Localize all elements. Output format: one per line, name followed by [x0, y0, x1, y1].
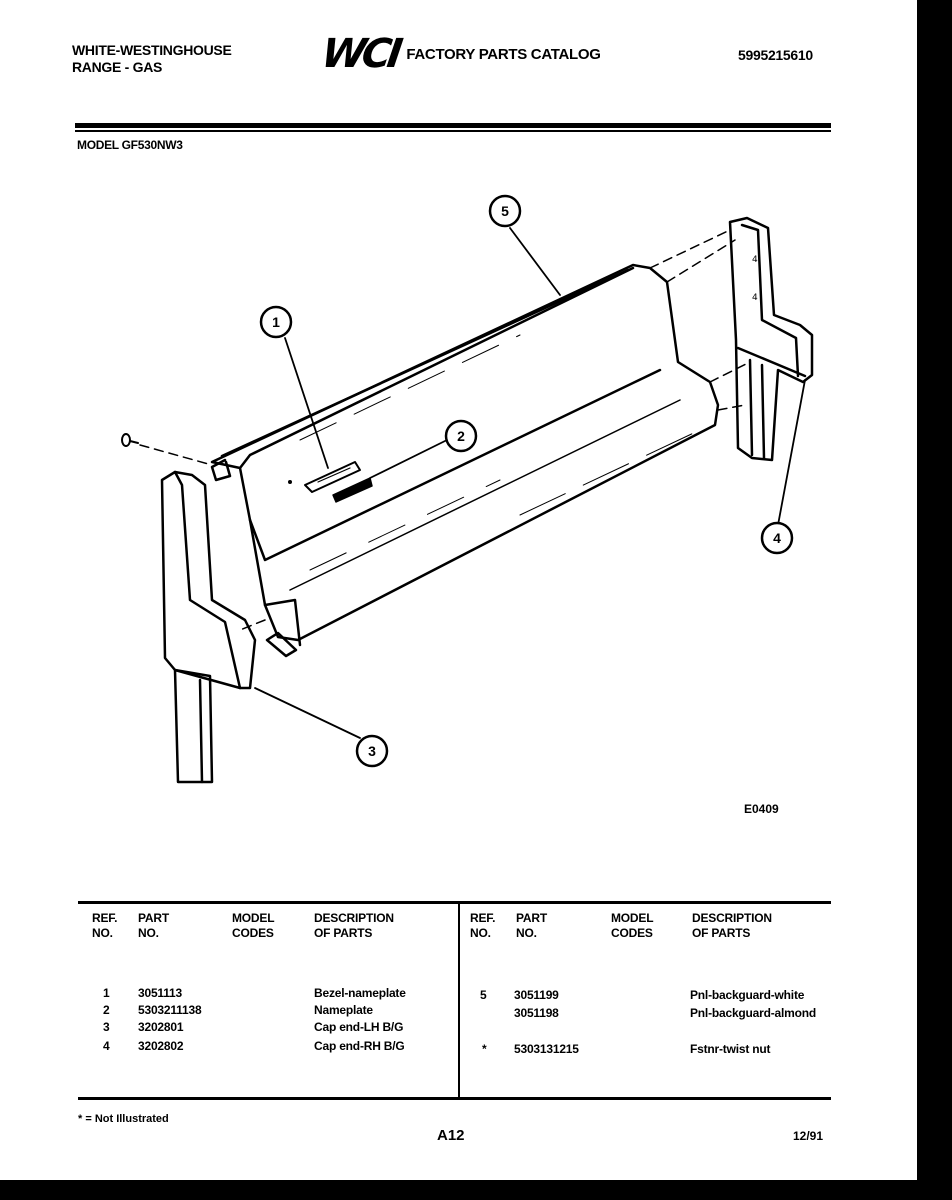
catalog-number: 5995215610 — [738, 47, 813, 63]
part-description: Cap end-RH B/G — [314, 1039, 405, 1053]
table-top-rule — [78, 901, 831, 904]
header-description-right: DESCRIPTION OF PARTS — [692, 911, 772, 940]
part-no: 3051198 — [514, 1006, 559, 1020]
callout-4 — [762, 523, 792, 553]
ref-no: 2 — [103, 1003, 110, 1017]
callout-1 — [261, 307, 291, 337]
header-model-codes: MODEL CODES — [232, 911, 275, 940]
wci-logo: WCI — [318, 31, 402, 77]
part-description: Pnl-backguard-white — [690, 988, 805, 1002]
callouts — [261, 196, 792, 766]
callout-2-label: 2 — [457, 428, 465, 444]
header-part-no: PART NO. — [138, 911, 169, 940]
model-number: MODEL GF530NW3 — [77, 138, 183, 152]
header-model-codes-right: MODEL CODES — [611, 911, 654, 940]
bezel-nameplate — [305, 462, 372, 502]
callout-2 — [446, 421, 476, 451]
end-cap-right — [730, 218, 812, 460]
ref-no: 4 — [103, 1039, 110, 1053]
header-part-no-right: PART NO. — [516, 911, 547, 940]
brand-name: WHITE-WESTINGHOUSE — [72, 42, 232, 58]
header-description: DESCRIPTION OF PARTS — [314, 911, 394, 940]
catalog-title: FACTORY PARTS CATALOG — [406, 45, 601, 63]
ref-no: * — [482, 1042, 487, 1056]
part-no: 5303131215 — [514, 1042, 579, 1056]
part-description: Nameplate — [314, 1003, 373, 1017]
leader-lines — [255, 228, 805, 738]
part-no: 3202801 — [138, 1020, 184, 1034]
svg-text:4: 4 — [752, 255, 758, 265]
footnote: * = Not Illustrated — [78, 1113, 169, 1125]
callout-4-label: 4 — [773, 530, 781, 546]
ref-no: 3 — [103, 1020, 110, 1034]
part-no: 3051199 — [514, 988, 559, 1002]
callout-3 — [357, 736, 387, 766]
revision-date: 12/91 — [793, 1129, 824, 1143]
table-bottom-rule — [78, 1097, 831, 1100]
ref-no: 5 — [480, 988, 487, 1002]
part-no: 3051113 — [138, 986, 182, 1000]
twist-nut — [122, 434, 292, 484]
part-description: Bezel-nameplate — [314, 986, 406, 1000]
product-type: RANGE - GAS — [72, 59, 163, 75]
page-number: A12 — [437, 1127, 465, 1144]
assembly-lines — [140, 230, 750, 630]
part-no: 3202802 — [138, 1039, 184, 1053]
callout-5-label: 5 — [501, 203, 509, 219]
figure-code: E0409 — [744, 802, 779, 816]
callout-1-label: 1 — [272, 314, 280, 330]
ref-no: 1 — [103, 986, 110, 1000]
end-cap-left — [162, 472, 255, 782]
callout-5 — [490, 196, 520, 226]
callout-3-label: 3 — [368, 743, 376, 759]
table-divider — [458, 904, 460, 1097]
svg-text:4: 4 — [752, 293, 758, 303]
header-ref-no: REF. NO. — [92, 911, 118, 940]
part-description: Fstnr-twist nut — [690, 1042, 771, 1056]
part-no: 5303211138 — [138, 1003, 202, 1017]
part-description: Pnl-backguard-almond — [690, 1006, 817, 1020]
header-ref-no-right: REF. NO. — [470, 911, 496, 940]
part-description: Cap end-LH B/G — [314, 1020, 404, 1034]
